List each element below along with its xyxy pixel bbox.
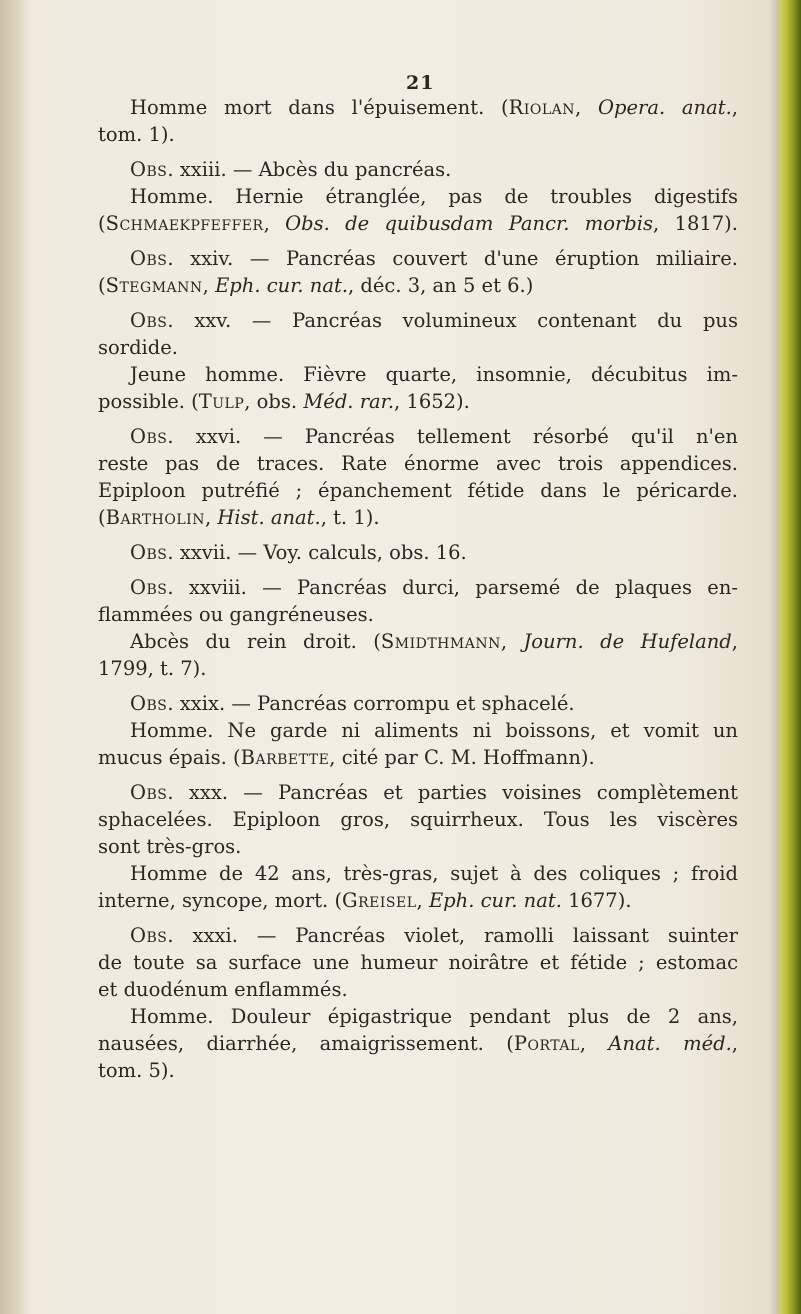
text-run: reste pas de traces. Rate énorme avec trois appendices.: [98, 452, 738, 475]
text-line: [98, 423, 738, 450]
citation-title: Hist. anat.: [217, 506, 321, 529]
text-run: sont très-gros.: [98, 835, 242, 858]
text-run: . xxx. — Pancréas et parties voisines complètement: [167, 781, 738, 804]
author-name: Tulp: [198, 390, 245, 413]
author-name: Obs: [130, 541, 168, 564]
text-line: [98, 121, 738, 148]
text-run: , 1817).: [653, 212, 738, 235]
citation-title: Eph. cur. nat.: [428, 889, 562, 912]
text-run: ,: [202, 274, 216, 297]
text-line: [98, 922, 738, 949]
author-name: Obs: [130, 692, 168, 715]
paragraph-gap: [98, 531, 738, 539]
text-run: , t. 1).: [320, 506, 380, 529]
text-line: [98, 601, 738, 628]
author-name: Bartholin: [105, 506, 205, 529]
page-number: 21: [406, 72, 435, 94]
text-run: , 1652).: [394, 390, 470, 413]
text-line: [98, 690, 738, 717]
author-name: Stegmann: [105, 274, 203, 297]
text-line: [98, 94, 738, 121]
text-run: sordide.: [98, 336, 179, 359]
text-run: . xxv. — Pancréas volumineux contenant du pus: [167, 309, 738, 332]
text-run: Homme. Ne garde ni aliments ni boissons, et vomit un: [130, 719, 738, 742]
text-run: ,: [204, 506, 218, 529]
text-run: ,: [731, 96, 738, 119]
citation-title: Opera. anat.: [598, 96, 732, 119]
text-line: [98, 183, 738, 210]
paragraph-gap: [98, 415, 738, 423]
text-line: [98, 806, 738, 833]
text-run: . xxvii. — Voy. calculs, obs. 16.: [167, 541, 467, 564]
text-line: [98, 388, 738, 415]
citation-title: Anat. méd.: [608, 1032, 732, 1055]
text-run: flammées ou gangréneuses.: [98, 603, 374, 626]
author-name: Riolan: [508, 96, 576, 119]
text-run: (: [98, 212, 106, 235]
text-line: [98, 949, 738, 976]
body-text: [98, 94, 738, 1084]
paragraph-gap: [98, 299, 738, 307]
author-name: Obs: [130, 309, 168, 332]
text-line: [98, 860, 738, 887]
text-run: Homme mort dans l'épuisement. (: [130, 96, 509, 119]
text-line: [98, 779, 738, 806]
text-run: , déc. 3, an 5 et 6.): [348, 274, 534, 297]
text-line: [98, 1057, 738, 1084]
text-run: ,: [731, 630, 738, 653]
text-run: tom. 5).: [98, 1059, 175, 1082]
author-name: Obs: [130, 425, 168, 448]
text-run: ,: [416, 889, 429, 912]
text-run: Homme. Douleur épigastrique pendant plus de 2 ans,: [130, 1005, 738, 1028]
text-run: Homme de 42 ans, très-gras, sujet à des coliques ; froid: [130, 862, 738, 885]
author-name: Obs: [130, 158, 168, 181]
text-line: [98, 1003, 738, 1030]
text-run: ,: [263, 212, 286, 235]
citation-title: Eph. cur. nat.: [215, 274, 349, 297]
text-line: [98, 361, 738, 388]
author-name: Obs: [130, 924, 168, 947]
text-line: [98, 539, 738, 566]
text-line: [98, 334, 738, 361]
text-line: [98, 1030, 738, 1057]
text-run: ,: [731, 1032, 738, 1055]
text-run: Jeune homme. Fièvre quarte, insomnie, décubitus im-: [130, 363, 738, 386]
text-line: [98, 976, 738, 1003]
text-run: de toute sa surface une humeur noirâtre et fétide ; estomac: [98, 951, 738, 974]
text-run: 1799, t. 7).: [98, 657, 207, 680]
text-run: et duodénum enflammés.: [98, 978, 348, 1001]
text-run: Abcès du rein droit. (: [130, 630, 381, 653]
paragraph-gap: [98, 914, 738, 922]
author-name: Greisel: [342, 889, 417, 912]
paragraph-gap: [98, 566, 738, 574]
author-name: Barbette: [240, 746, 330, 769]
text-run: mucus épais. (: [98, 746, 241, 769]
text-run: . xxxi. — Pancréas violet, ramolli laissant suinter: [167, 924, 738, 947]
text-run: . xxvi. — Pancréas tellement résorbé qu'il n'en: [167, 425, 738, 448]
text-run: Homme. Hernie étranglée, pas de troubles digestifs: [130, 185, 738, 208]
text-line: [98, 833, 738, 860]
text-line: [98, 272, 738, 299]
text-line: [98, 655, 738, 682]
text-run: tom. 1).: [98, 123, 175, 146]
paragraph-gap: [98, 682, 738, 690]
citation-title: Journ. de Hufeland: [523, 630, 732, 653]
author-name: Smidthmann: [380, 630, 501, 653]
author-name: Obs: [130, 247, 168, 270]
text-run: (: [98, 506, 106, 529]
author-name: Obs: [130, 781, 168, 804]
text-run: Epiploon putréfié ; épanchement fétide dans le péricarde.: [98, 479, 738, 502]
text-run: . xxix. — Pancréas corrompu et sphacelé.: [167, 692, 575, 715]
text-run: , cité par C. M. Hoffmann).: [329, 746, 595, 769]
text-run: . xxiv. — Pancréas couvert d'une éruption miliaire.: [167, 247, 738, 270]
text-run: ,: [500, 630, 524, 653]
text-run: ,: [575, 96, 598, 119]
paragraph-gap: [98, 237, 738, 245]
citation-title: Méd. rar.: [303, 390, 395, 413]
author-name: Obs: [130, 576, 168, 599]
text-line: [98, 210, 738, 237]
text-run: , obs.: [244, 390, 304, 413]
text-line: [98, 450, 738, 477]
text-line: [98, 574, 738, 601]
text-run: (: [98, 274, 106, 297]
text-line: [98, 717, 738, 744]
text-run: interne, syncope, mort. (: [98, 889, 343, 912]
page-edge-shadow: [769, 0, 779, 1314]
text-line: [98, 504, 738, 531]
text-line: [98, 887, 738, 914]
text-run: 1677).: [561, 889, 632, 912]
text-run: possible. (: [98, 390, 199, 413]
text-run: sphacelées. Epiploon gros, squirrheux. Tous les viscères: [98, 808, 738, 831]
text-run: nausées, diarrhée, amaigrissement. (: [98, 1032, 514, 1055]
text-line: [98, 477, 738, 504]
paragraph-gap: [98, 771, 738, 779]
text-run: ,: [579, 1032, 609, 1055]
paragraph-gap: [98, 148, 738, 156]
author-name: Schmaekpfeffer: [105, 212, 264, 235]
book-edge-strip: [779, 0, 801, 1314]
text-line: [98, 156, 738, 183]
page-binding-shadow: [0, 0, 30, 1314]
text-line: [98, 628, 738, 655]
author-name: Portal: [513, 1032, 580, 1055]
text-run: . xxiii. — Abcès du pancréas.: [167, 158, 452, 181]
text-line: [98, 307, 738, 334]
text-run: . xxviii. — Pancréas durci, parsemé de plaques en-: [167, 576, 738, 599]
text-line: [98, 744, 738, 771]
text-line: [98, 245, 738, 272]
citation-title: Obs. de quibusdam Pancr. morbis: [285, 212, 654, 235]
